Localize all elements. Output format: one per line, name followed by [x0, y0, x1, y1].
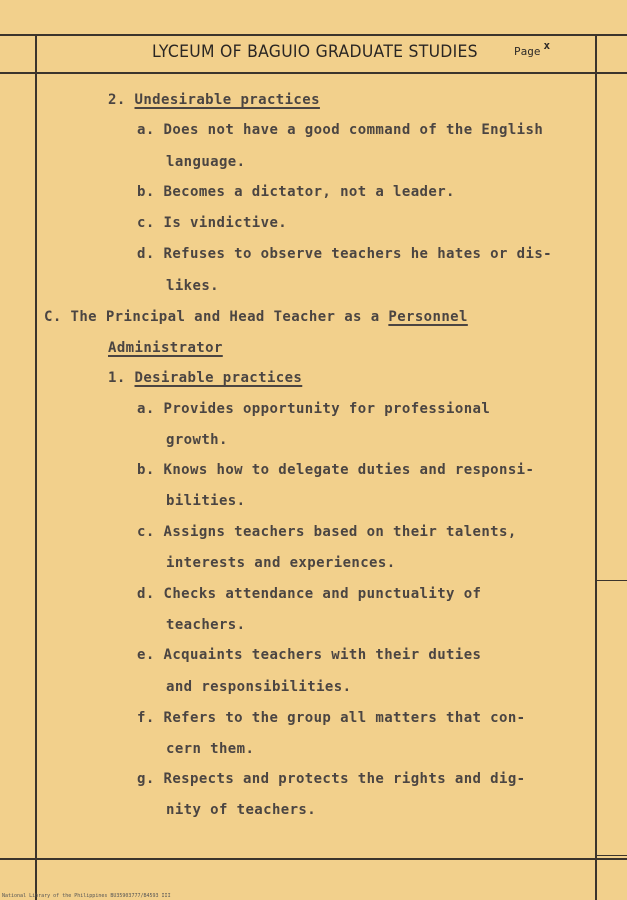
item-number: c. — [137, 215, 155, 231]
item-number: C. — [44, 309, 62, 325]
list-item-continuation — [166, 617, 245, 633]
list-item — [137, 586, 481, 602]
item-text: and responsibilities. — [166, 679, 352, 695]
top-rule — [0, 34, 627, 36]
item-text: Refers to the group all matters that con- — [163, 710, 526, 726]
item-text: Refuses to observe teachers he hates or dis- — [163, 246, 552, 262]
list-item-undesirable-heading — [108, 92, 320, 108]
item-text: interests and experiences. — [166, 555, 396, 571]
item-text: Acquaints teachers with their duties — [163, 647, 482, 663]
page-number: x — [543, 39, 551, 52]
item-text: cern them. — [166, 741, 255, 757]
list-item — [137, 184, 455, 200]
list-item-continuation — [166, 679, 351, 695]
list-item — [137, 215, 287, 231]
item-number: e. — [137, 647, 155, 663]
right-margin-rule — [595, 34, 597, 900]
item-number: d. — [137, 586, 155, 602]
scan-footer: National Library of the Philippines BU35903777/B4593 III — [2, 893, 171, 899]
list-item-continuation — [166, 278, 219, 294]
item-text: Assigns teachers based on their talents, — [163, 524, 517, 540]
item-number: d. — [137, 246, 155, 262]
list-item-continuation — [166, 802, 316, 818]
right-edge-tick-1 — [595, 580, 627, 581]
list-item — [137, 710, 526, 726]
item-number: 2. — [108, 92, 126, 108]
list-item-desirable-heading — [108, 370, 302, 386]
item-text: language. — [166, 154, 246, 170]
list-item-continuation — [166, 154, 245, 170]
item-text-underlined: Personnel — [388, 309, 468, 325]
list-item — [137, 401, 490, 417]
header-rule — [0, 72, 627, 74]
item-text: nity of teachers. — [166, 802, 317, 818]
item-text: Desirable practices — [134, 370, 303, 386]
item-text: teachers. — [166, 617, 246, 633]
list-item-continuation — [166, 493, 245, 509]
item-number: f. — [137, 710, 155, 726]
item-text: Knows how to delegate duties and responsi- — [163, 462, 535, 478]
item-text: Respects and protects the rights and dig- — [163, 771, 526, 787]
list-item-continuation — [166, 741, 254, 757]
item-number: 1. — [108, 370, 126, 386]
list-item — [137, 462, 534, 478]
list-item — [137, 524, 517, 540]
list-item — [137, 647, 481, 663]
left-margin-rule — [35, 34, 37, 900]
right-edge-tick-2 — [595, 855, 627, 856]
list-item — [137, 246, 552, 262]
item-text: The Principal and Head Teacher as a — [70, 309, 389, 325]
bottom-rule — [0, 858, 627, 860]
section-heading-c — [44, 309, 468, 325]
section-heading-continuation — [108, 340, 223, 356]
item-text: bilities. — [166, 493, 246, 509]
item-text: growth. — [166, 432, 228, 448]
item-number: c. — [137, 524, 155, 540]
item-number: b. — [137, 462, 155, 478]
list-item — [137, 771, 526, 787]
item-text: Becomes a dictator, not a leader. — [163, 184, 455, 200]
item-text-underlined: Administrator — [108, 340, 223, 356]
item-number: g. — [137, 771, 155, 787]
item-text: Undesirable practices — [134, 92, 320, 108]
list-item — [137, 122, 543, 138]
item-text: Provides opportunity for professional — [163, 401, 491, 417]
item-number: a. — [137, 401, 155, 417]
page-title: LYCEUM OF BAGUIO GRADUATE STUDIES — [152, 42, 478, 62]
item-number: a. — [137, 122, 155, 138]
item-text: Is vindictive. — [163, 215, 288, 231]
item-text: likes. — [166, 278, 219, 294]
item-number: b. — [137, 184, 155, 200]
item-text: Checks attendance and punctuality of — [163, 586, 482, 602]
page-label-text: Page — [514, 45, 541, 58]
list-item-continuation — [166, 555, 396, 571]
list-item-continuation — [166, 432, 228, 448]
item-text: Does not have a good command of the English — [163, 122, 544, 138]
page-number-label — [514, 39, 551, 58]
